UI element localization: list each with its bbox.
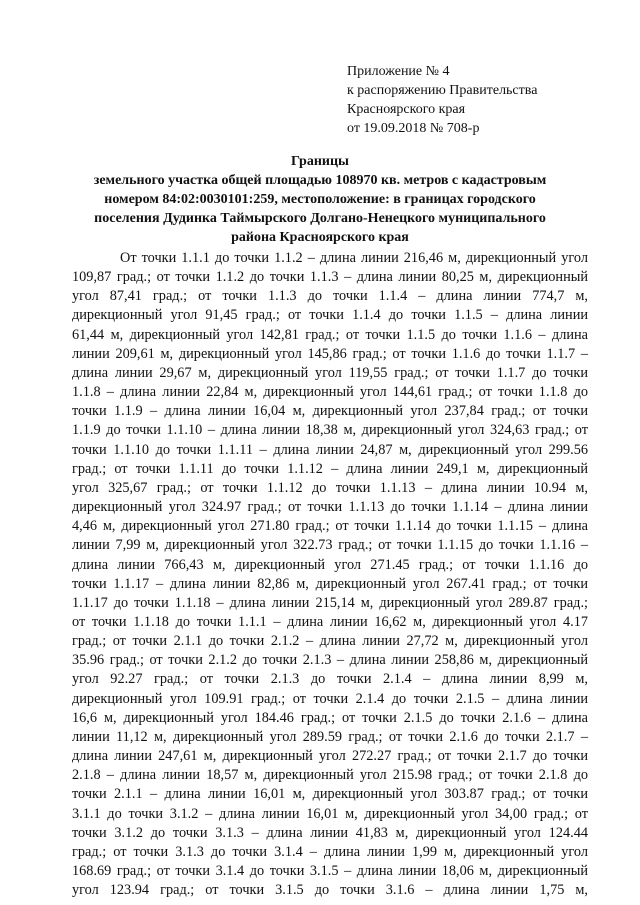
body-line: 109,87 град.; от точки 1.1.2 до точки 1.1.3 – длина линии 80,25 м, дирекционный	[72, 269, 588, 286]
body-line: 168.69 град.; от точки 3.1.4 до точки 3.1.5 – длина линии 18,06 м, дирекционный	[72, 863, 588, 879]
body-line: линии 209,61 м, дирекционный угол 145,86 град.; от точки 1.1.6 до точки 1.1.7 –	[72, 345, 588, 362]
title-line: земельного участка общей площадью 108970 кв. метров с кадастровым	[93, 173, 547, 188]
appendix-line: Красноярского края	[347, 102, 466, 117]
body-line: линии 7,99 м, дирекционный угол 322.73 град.; от точки 1.1.15 до точки 1.1.16 –	[72, 537, 588, 554]
body-line: 61,44 м, дирекционный угол 142,81 град.; от точки 1.1.5 до точки 1.1.6 – длина	[72, 326, 588, 343]
body-line: 1.1.8 – длина линии 22,84 м, дирекционный угол 144,61 град.; от точки 1.1.8 до	[72, 384, 588, 401]
body-line: угол 123.94 град.; от точки 3.1.5 до точки 3.1.6 – длина линии 1,75 м,	[72, 882, 588, 899]
body-line: 16,6 м, дирекционный угол 184.46 град.; от точки 2.1.5 до точки 2.1.6 – длина	[72, 709, 588, 726]
body-line: точки 1.1.17 – длина линии 82,86 м, дирекционный угол 267.41 град.; от точки	[72, 575, 588, 592]
body-line: дирекционный угол 91,45 град.; от точки 1.1.4 до точки 1.1.5 – длина линии	[72, 307, 588, 324]
body-line: длина линии 766,43 м, дирекционный угол 271.45 град.; от точки 1.1.16 до	[72, 556, 588, 573]
title-line: района Красноярского края	[231, 230, 409, 245]
body-line: 35.96 град.; от точки 2.1.2 до точки 2.1.3 – длина линии 258,86 м, дирекционный	[72, 652, 588, 669]
body-line: От точки 1.1.1 до точки 1.1.2 – длина линии 216,46 м, дирекционный угол	[120, 250, 588, 266]
body-line: 1.1.17 до точки 1.1.18 – длина линии 215,14 м, дирекционный угол 289.87 град.;	[72, 594, 588, 611]
title-line: номером 84:02:0030101:259, местоположение: в границах городского	[104, 192, 536, 207]
body-line: 3.1.1 до точки 3.1.2 – длина линии 16,01 м, дирекционный угол 34,00 град.; от	[72, 805, 588, 822]
body-line: длина линии 29,67 м, дирекционный угол 119,55 град.; от точки 1.1.7 до точки	[72, 364, 588, 381]
body-line: дирекционный угол 324.97 град.; от точки 1.1.13 до точки 1.1.14 – длина линии	[72, 499, 588, 516]
body-line: угол 92.27 град.; от точки 2.1.3 до точки 2.1.4 – длина линии 8,99 м,	[72, 671, 588, 688]
body-line: точки 1.1.9 – длина линии 16,04 м, дирекционный угол 237,84 град.; от точки	[72, 403, 588, 420]
appendix-line: от 19.09.2018 № 708-р	[347, 121, 480, 136]
body-line: град.; от точки 3.1.3 до точки 3.1.4 – длина линии 1,99 м, дирекционный угол	[72, 843, 588, 860]
body-line: угол 87,41 град.; от точки 1.1.3 до точки 1.1.4 – длина линии 774,7 м,	[72, 288, 588, 305]
body-line: 4,46 м, дирекционный угол 271.80 град.; от точки 1.1.14 до точки 1.1.15 – длина	[72, 518, 588, 535]
document-title	[60, 152, 580, 247]
body-line: линии 11,12 м, дирекционный угол 289.59 град.; от точки 2.1.6 до точки 2.1.7 –	[72, 728, 588, 745]
body-line: от точки 1.1.18 до точки 1.1.1 – длина линии 16,62 м, дирекционный угол 4.17	[72, 613, 588, 630]
body-line: угол 325,67 град.; от точки 1.1.12 до точки 1.1.13 – длина линии 10.94 м,	[72, 479, 588, 496]
body-line: точки 1.1.10 до точки 1.1.11 – длина линии 24,87 м, дирекционный угол 299.56	[72, 441, 588, 458]
body-line: 2.1.8 – длина линии 18,57 м, дирекционный угол 215.98 град.; от точки 2.1.8 до	[72, 767, 588, 784]
body-line: точки 3.1.2 до точки 3.1.3 – длина линии 41,83 м, дирекционный угол 124.44	[72, 824, 588, 841]
body-line: град.; от точки 1.1.11 до точки 1.1.12 – длина линии 249,1 м, дирекционный	[72, 460, 588, 477]
appendix-line: Приложение № 4	[347, 64, 450, 79]
body-line: точки 2.1.1 – длина линии 16,01 м, дирекционный угол 303.87 град.; от точки	[72, 786, 588, 803]
body-line: длина линии 247,61 м, дирекционный угол 272.27 град.; от точки 2.1.7 до точки	[72, 748, 588, 765]
body-line: 1.1.9 до точки 1.1.10 – длина линии 18,38 м, дирекционный угол 324,63 град.; от	[72, 422, 588, 439]
body-text	[72, 249, 588, 900]
title-line: поселения Дудинка Таймырского Долгано-Ненецкого муниципального	[94, 211, 546, 226]
appendix-block	[347, 62, 537, 138]
appendix-line: к распоряжению Правительства	[347, 83, 538, 98]
body-line: дирекционный угол 109.91 град.; от точки 2.1.4 до точки 2.1.5 – длина линии	[72, 690, 588, 707]
body-line: град.; от точки 2.1.1 до точки 2.1.2 – длина линии 27,72 м, дирекционный угол	[72, 633, 588, 650]
title-heading: Границы	[291, 154, 349, 169]
